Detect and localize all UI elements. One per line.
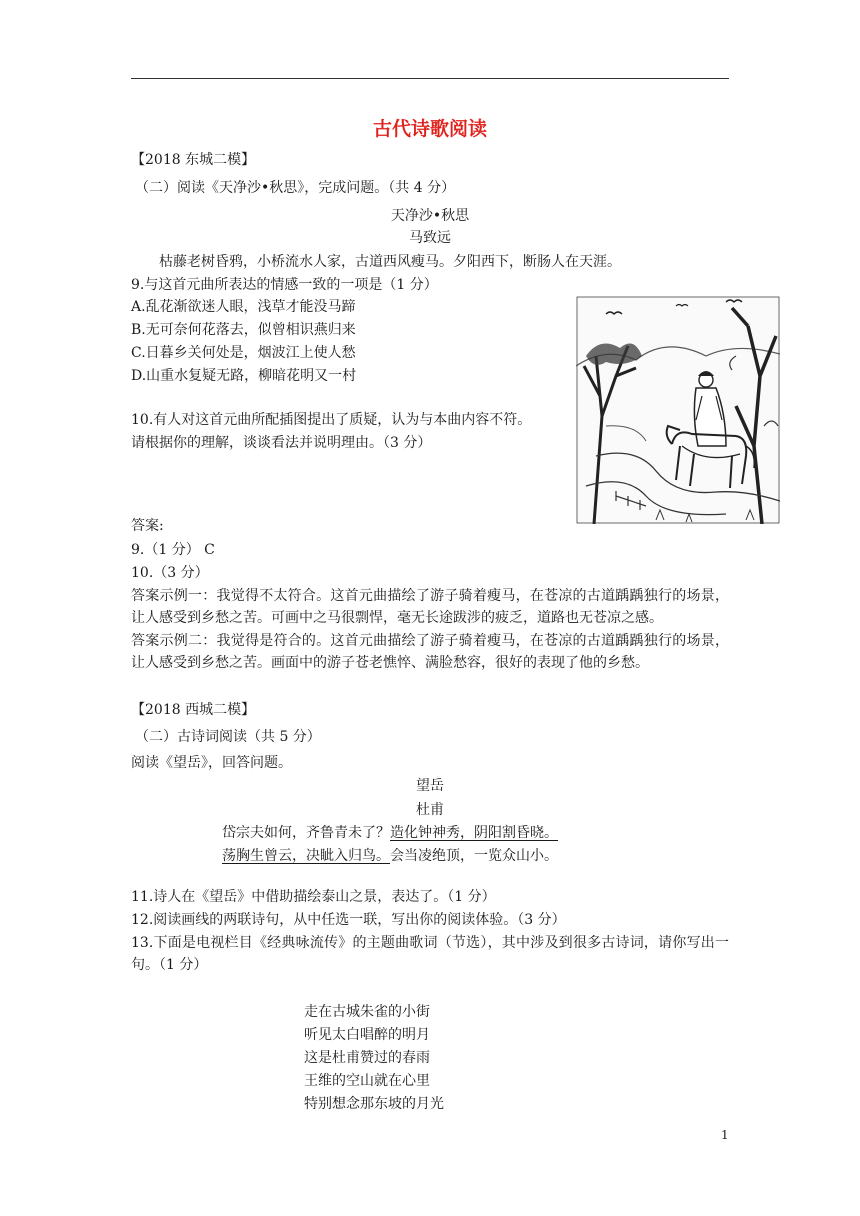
lyric-line: 听见太白唱醉的明月 <box>304 1027 430 1043</box>
poem2-line2-underlined: 荡胸生曾云，决眦入归鸟。 <box>222 848 390 864</box>
poem2-line2 <box>222 845 558 867</box>
option-a: A.乱花渐欲迷人眼，浅草才能没马蹄 <box>131 299 356 315</box>
poem2-author: 杜甫 <box>416 802 444 818</box>
option-c: C.日暮乡关何处是，烟波江上使人愁 <box>131 345 356 361</box>
answer-label: 答案: <box>131 518 164 534</box>
poem1-author: 马致远 <box>409 230 451 246</box>
page-number: 1 <box>721 1128 729 1142</box>
poem2-title: 望岳 <box>416 778 444 794</box>
poem2-line1-underlined: 造化钟神秀，阴阳割昏晓。 <box>390 825 558 841</box>
page-title: 古代诗歌阅读 <box>372 118 487 140</box>
lyric-line: 走在古城朱雀的小街 <box>304 1004 430 1020</box>
section2-instruction: 阅读《望岳》，回答问题。 <box>131 755 292 771</box>
answer-9: 9.（1 分） C <box>131 542 215 558</box>
poem1-title: 天净沙•秋思 <box>390 208 470 224</box>
answer-example-2: 答案示例二：我觉得是符合的。这首元曲描绘了游子骑着瘦马，在苍凉的古道踽踽独行的场景，让人感受到乡愁之苦。画面中的游子苍老憔悴、满脸愁容，很好的表现了他的乡愁。 <box>131 633 729 671</box>
question-9: 9.与这首元曲所表达的情感一致的一项是（1 分） <box>131 277 438 293</box>
section2-intro: （二）古诗词阅读（共 5 分） <box>135 729 321 745</box>
traveler-horse-illustration <box>576 296 780 524</box>
section2-source: 【2018 西城二模】 <box>131 702 256 718</box>
question-10-line2: 请根据你的理解，谈谈看法并说明理由。（3 分） <box>131 435 432 451</box>
answer-10: 10.（3 分） <box>131 565 209 581</box>
poem1-text: 枯藤老树昏鸦，小桥流水人家，古道西风瘦马。夕阳西下，断肠人在天涯。 <box>159 254 621 270</box>
answer-example-1: 答案示例一：我觉得不太符合。这首元曲描绘了游子骑着瘦马，在苍凉的古道踽踽独行的场景，让人感受到乡愁之苦。可画中之马很剽悍，毫无长途跋涉的疲乏，道路也无苍凉之感。 <box>131 588 729 626</box>
section1-source: 【2018 东城二模】 <box>131 152 256 168</box>
header-rule <box>131 78 729 79</box>
poem2-line1 <box>222 822 558 844</box>
option-b: B.无可奈何花落去，似曾相识燕归来 <box>131 322 356 338</box>
question-13: 13.下面是电视栏目《经典咏流传》的主题曲歌词（节选），其中涉及到很多古诗词，请你写出一句。（1 分） <box>131 935 729 973</box>
question-11: 11.诗人在《望岳》中借助描绘泰山之景，表达了。（1 分） <box>131 889 496 905</box>
section1-intro: （二）阅读《天净沙•秋思》，完成问题。（共 4 分） <box>135 180 456 196</box>
lyric-line: 这是杜甫赞过的春雨 <box>304 1050 430 1066</box>
question-10-line1: 10.有人对这首元曲所配插图提出了质疑，认为与本曲内容不符。 <box>131 412 532 428</box>
lyric-line: 特别想念那东坡的月光 <box>304 1096 444 1112</box>
poem2-line1-plain: 岱宗夫如何，齐鲁青未了？ <box>222 825 390 841</box>
poem2-line2-plain: 会当凌绝顶，一览众山小。 <box>390 848 558 864</box>
option-d: D.山重水复疑无路，柳暗花明又一村 <box>131 368 357 384</box>
lyric-line: 王维的空山就在心里 <box>304 1073 430 1089</box>
question-12: 12.阅读画线的两联诗句，从中任选一联，写出你的阅读体验。（3 分） <box>131 912 566 928</box>
